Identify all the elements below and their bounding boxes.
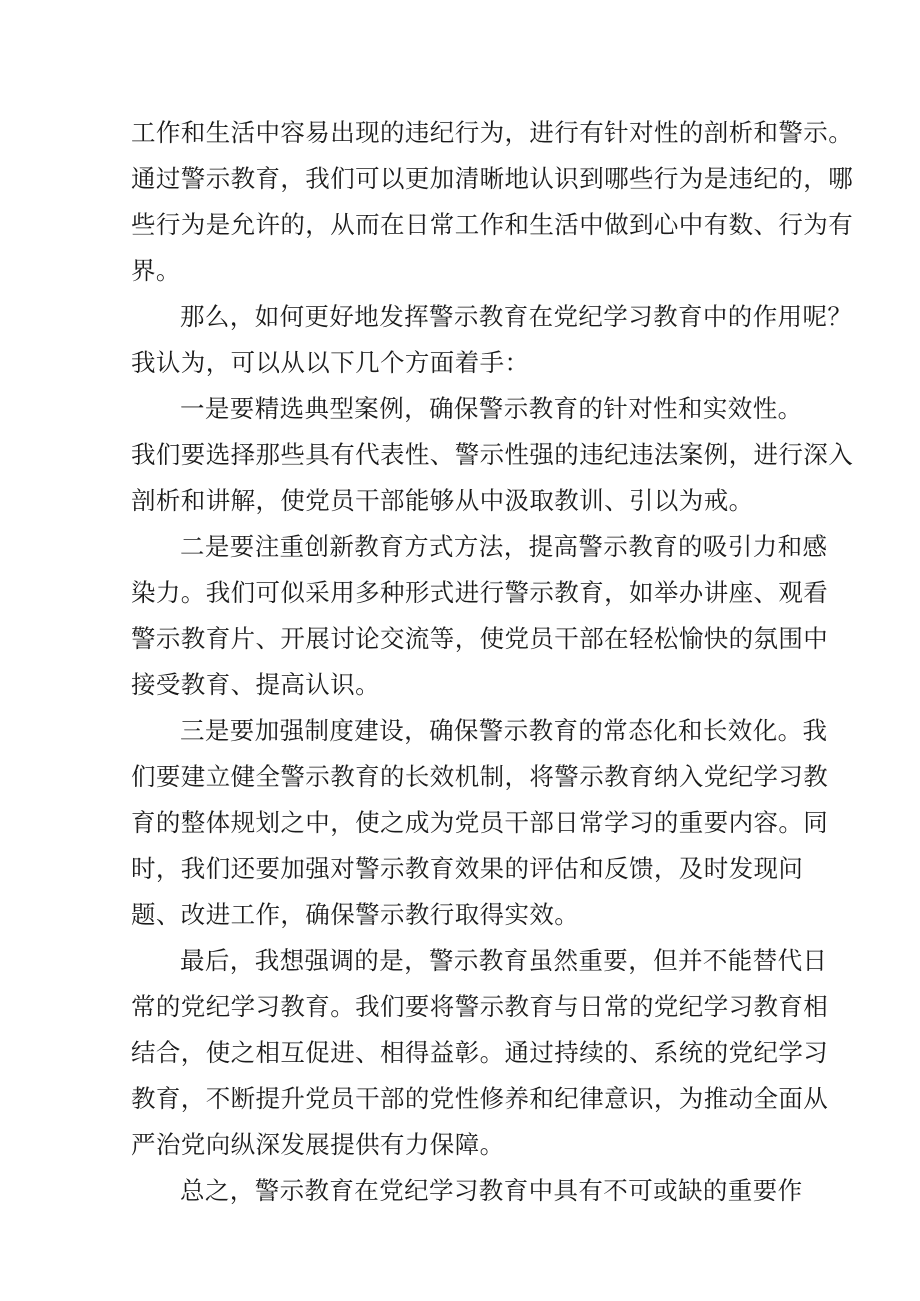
text-line: 些行为是允许的，从而在日常工作和生活中做到心中有数、行为有 xyxy=(131,210,854,239)
text-line: 们要建立健全警示教育的长效机制，将警示教育纳入党纪学习教 xyxy=(131,762,829,791)
text-line: 常的党纪学习教育。我们要将警示教育与日常的党纪学习教育相 xyxy=(131,992,829,1021)
text-line: 剖析和讲解，使党员干部能够从中汲取教训、引以为戒。 xyxy=(131,486,754,515)
text-line: 教育，不断提升党员干部的党性修养和纪律意识，为推动全面从 xyxy=(131,1084,829,1113)
text-line: 警示教育片、开展讨论交流等，使党员干部在轻松愉快的氛围中 xyxy=(131,624,829,653)
text-line: 接受教育、提高认识。 xyxy=(131,670,380,699)
text-line: 结合，使之相互促进、相得益彰。通过持续的、系统的党纪学习 xyxy=(131,1038,829,1067)
paragraph-first-line: 最后，我想强调的是，警示教育虽然重要，但并不能替代日 xyxy=(180,946,828,975)
paragraph-first-line: 总之，警示教育在党纪学习教育中具有不可或缺的重要作 xyxy=(180,1176,803,1205)
text-line: 时，我们还要加强对警示教育效果的评估和反馈，及时发现问 xyxy=(131,854,804,883)
text-line: 育的整体规划之中，使之成为党员干部日常学习的重要内容。同 xyxy=(131,808,829,837)
text-line: 严治党向纵深发展提供有力保障。 xyxy=(131,1130,505,1159)
paragraph-first-line: 一是要精选典型案例，确保警示教育的针对性和实效性。 xyxy=(180,394,803,423)
text-line: 工作和生活中容易出现的违纪行为，进行有针对性的剖析和警示。 xyxy=(131,118,854,147)
text-line: 界。 xyxy=(131,256,181,285)
paragraph-first-line: 二是要注重创新教育方式方法，提高警示教育的吸引力和感 xyxy=(180,532,828,561)
paragraph-first-line: 三是要加强制度建设，确保警示教育的常态化和长效化。我 xyxy=(180,716,828,745)
text-line: 染力。我们可似采用多种形式进行警示教育，如举办讲座、观看 xyxy=(131,578,829,607)
text-line: 我们要选择那些具有代表性、警示性强的违纪违法案例，进行深入 xyxy=(131,440,854,469)
text-line: 我认为，可以从以下几个方面着手： xyxy=(131,348,530,377)
paragraph-first-line: 那么，如何更好地发挥警示教育在党纪学习教育中的作用呢？ xyxy=(180,302,853,331)
text-line: 题、改进工作，确保警示教行取得实效。 xyxy=(131,900,580,929)
text-line: 通过警示教育，我们可以更加清晰地认识到哪些行为是违纪的，哪 xyxy=(131,164,854,193)
